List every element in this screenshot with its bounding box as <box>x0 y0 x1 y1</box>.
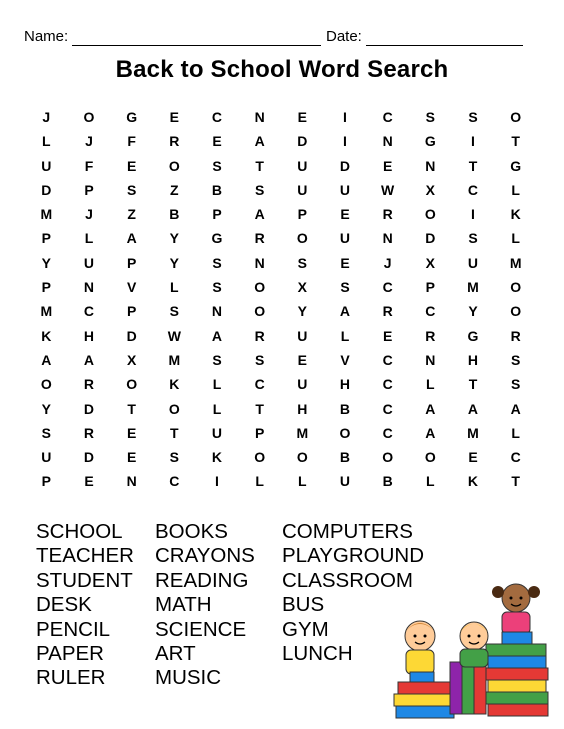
word-list-item: PLAYGROUND <box>282 544 425 568</box>
grid-letter: O <box>339 424 351 441</box>
grid-letter: K <box>510 206 521 223</box>
grid-letter: C <box>169 473 180 490</box>
grid-letter: P <box>84 181 94 198</box>
grid-letter: S <box>126 181 137 198</box>
grid-letter: O <box>168 400 180 417</box>
grid-letter: R <box>425 327 436 344</box>
grid-letter: C <box>382 351 393 368</box>
grid-letter: F <box>127 133 136 150</box>
grid-letter: S <box>212 254 222 271</box>
grid-letter: J <box>85 206 93 223</box>
grid-letter: S <box>212 351 222 368</box>
grid-letter: U <box>41 157 52 174</box>
grid-letter: P <box>41 279 51 296</box>
word-list-item: LUNCH <box>282 642 353 666</box>
grid-letter: B <box>339 449 351 466</box>
grid-letter: H <box>297 400 308 417</box>
grid-letter: E <box>340 254 350 271</box>
grid-row <box>25 202 537 226</box>
grid-letter: O <box>40 376 52 393</box>
grid-letter: U <box>83 254 95 271</box>
grid-letter: O <box>254 303 266 320</box>
grid-letter: T <box>468 376 478 393</box>
grid-letter: M <box>509 254 522 271</box>
grid-letter: R <box>169 133 180 150</box>
kids-on-books-clipart-icon <box>388 574 558 720</box>
grid-letter: N <box>83 279 95 296</box>
grid-letter: Y <box>41 254 51 271</box>
grid-letter: N <box>254 109 265 125</box>
word-list-item: DESK <box>36 593 92 617</box>
grid-letter: Y <box>297 303 307 320</box>
grid-letter: E <box>382 327 393 344</box>
name-field[interactable] <box>72 45 321 46</box>
grid-letter: N <box>425 351 436 368</box>
grid-letter: O <box>424 449 436 466</box>
grid-letter: Y <box>468 303 478 320</box>
grid-row <box>25 348 537 372</box>
grid-letter: E <box>382 157 393 174</box>
grid-letter: O <box>510 303 522 320</box>
grid-letter: G <box>126 109 138 125</box>
grid-letter: G <box>510 157 522 174</box>
grid-letter: R <box>382 303 393 320</box>
letter-grid <box>25 105 537 494</box>
grid-letter: D <box>425 230 436 247</box>
grid-row <box>25 372 537 396</box>
grid-letter: R <box>254 230 265 247</box>
grid-letter: T <box>170 424 179 441</box>
grid-letter: I <box>343 109 347 125</box>
word-list-item: MATH <box>155 593 212 617</box>
name-label: Name: <box>24 28 69 45</box>
grid-letter: P <box>212 206 222 223</box>
grid-row <box>25 445 537 469</box>
grid-letter: N <box>425 157 436 174</box>
grid-letter: I <box>471 206 475 223</box>
grid-letter: U <box>467 254 479 271</box>
grid-letter: A <box>425 400 436 417</box>
grid-letter: E <box>126 449 137 466</box>
grid-letter: S <box>254 181 265 198</box>
grid-letter: C <box>382 400 393 417</box>
grid-letter: M <box>168 351 181 368</box>
grid-letter: E <box>169 109 179 125</box>
grid-letter: S <box>169 303 179 320</box>
grid-letter: A <box>339 303 351 320</box>
grid-row <box>25 154 537 178</box>
grid-letter: H <box>339 376 351 393</box>
grid-letter: T <box>255 157 264 174</box>
grid-letter: P <box>41 230 51 247</box>
grid-letter: A <box>467 400 479 417</box>
grid-letter: O <box>382 449 394 466</box>
grid-letter: I <box>343 133 347 150</box>
grid-letter: O <box>510 109 522 125</box>
grid-row <box>25 178 537 202</box>
word-list-item: COMPUTERS <box>282 520 413 543</box>
grid-letter: C <box>382 424 393 441</box>
grid-letter: K <box>169 376 180 393</box>
grid-letter: D <box>297 133 308 150</box>
grid-letter: Y <box>41 400 51 417</box>
grid-letter: O <box>510 279 522 296</box>
word-list-item: CRAYONS <box>155 544 255 568</box>
grid-letter: G <box>467 327 479 344</box>
grid-letter: A <box>254 206 265 223</box>
grid-letter: P <box>41 473 51 490</box>
grid-letter: E <box>468 449 478 466</box>
word-list-item: STUDENT <box>36 568 133 592</box>
grid-letter: R <box>510 327 521 344</box>
grid-letter: P <box>297 206 307 223</box>
grid-letter: N <box>126 473 137 490</box>
word-list-item: TEACHER <box>36 544 134 568</box>
grid-row <box>25 105 537 129</box>
grid-letter: J <box>42 109 51 125</box>
grid-letter: S <box>510 376 521 393</box>
grid-letter: O <box>296 449 308 466</box>
word-list-item: SCHOOL <box>36 520 123 543</box>
grid-letter: U <box>297 376 308 393</box>
grid-letter: I <box>471 133 475 150</box>
grid-letter: U <box>297 181 308 198</box>
word-list-item: MUSIC <box>155 666 222 690</box>
grid-letter: L <box>84 230 94 247</box>
grid-letter: R <box>254 327 265 344</box>
grid-letter: C <box>382 109 393 125</box>
grid-letter: H <box>83 327 95 344</box>
grid-letter: L <box>426 473 435 490</box>
grid-letter: I <box>215 473 219 490</box>
grid-row <box>25 251 537 275</box>
grid-letter: M <box>467 279 479 296</box>
grid-letter: O <box>254 449 266 466</box>
grid-letter: R <box>83 424 95 441</box>
grid-letter: D <box>339 157 351 174</box>
grid-letter: N <box>382 230 393 247</box>
grid-letter: A <box>510 400 521 417</box>
grid-letter: F <box>84 157 94 174</box>
grid-letter: T <box>511 133 520 150</box>
grid-letter: S <box>468 230 478 247</box>
word-list-item: CLASSROOM <box>282 568 413 592</box>
grid-letter: K <box>467 473 479 490</box>
grid-letter: Y <box>169 254 179 271</box>
grid-row <box>25 226 537 250</box>
grid-letter: H <box>467 351 479 368</box>
grid-letter: L <box>42 133 51 150</box>
word-list-item: BUS <box>282 593 325 617</box>
grid-letter: N <box>382 133 393 150</box>
grid-letter: M <box>467 424 479 441</box>
grid-letter: O <box>83 109 95 125</box>
grid-letter: E <box>126 424 137 441</box>
grid-letter: U <box>297 157 308 174</box>
grid-letter: B <box>339 400 351 417</box>
grid-letter: X <box>126 351 137 368</box>
grid-letter: T <box>127 400 136 417</box>
grid-letter: B <box>211 181 223 198</box>
grid-letter: C <box>382 376 393 393</box>
grid-letter: P <box>126 254 137 271</box>
grid-letter: E <box>212 133 222 150</box>
word-list-column-1 <box>36 520 134 691</box>
grid-letter: A <box>83 351 95 368</box>
grid-letter: R <box>83 376 95 393</box>
grid-letter: L <box>212 400 222 417</box>
date-field[interactable] <box>366 45 523 46</box>
word-list-item: READING <box>155 568 249 592</box>
grid-letter: B <box>169 206 180 223</box>
grid-letter: E <box>297 351 307 368</box>
grid-letter: O <box>296 230 308 247</box>
grid-letter: S <box>41 424 51 441</box>
word-list-column-2 <box>155 520 255 691</box>
grid-letter: R <box>382 206 393 223</box>
grid-letter: L <box>426 376 435 393</box>
grid-letter: L <box>511 181 520 198</box>
header <box>24 28 544 48</box>
grid-letter: O <box>424 206 436 223</box>
grid-letter: A <box>425 424 436 441</box>
grid-row <box>25 421 537 445</box>
grid-letter: Y <box>169 230 179 247</box>
grid-letter: C <box>254 376 265 393</box>
grid-letter: S <box>340 279 350 296</box>
grid-letter: C <box>467 181 479 198</box>
grid-row <box>25 324 537 348</box>
grid-letter: T <box>468 157 478 174</box>
grid-letter: N <box>254 254 265 271</box>
grid-letter: W <box>167 327 181 344</box>
grid-letter: M <box>40 303 53 320</box>
grid-letter: Z <box>170 181 179 198</box>
grid-letter: J <box>383 254 392 271</box>
grid-letter: U <box>339 230 351 247</box>
grid-letter: L <box>340 327 350 344</box>
grid-letter: L <box>298 473 307 490</box>
date-label: Date: <box>326 28 362 45</box>
grid-letter: C <box>382 279 393 296</box>
grid-letter: W <box>381 181 395 198</box>
grid-letter: K <box>41 327 52 344</box>
grid-letter: G <box>211 230 223 247</box>
grid-letter: S <box>510 351 521 368</box>
word-list-item: ART <box>155 642 196 666</box>
grid-row <box>25 129 537 153</box>
grid-letter: S <box>468 109 478 125</box>
word-list-item: SCIENCE <box>155 617 247 641</box>
grid-letter: A <box>254 133 265 150</box>
grid-letter: Z <box>127 206 136 223</box>
grid-row <box>25 299 537 323</box>
grid-letter: X <box>297 279 307 296</box>
grid-letter: D <box>126 327 137 344</box>
grid-letter: O <box>126 376 138 393</box>
grid-letter: U <box>211 424 223 441</box>
grid-letter: U <box>339 473 351 490</box>
grid-letter: X <box>425 181 435 198</box>
grid-letter: M <box>296 424 309 441</box>
grid-row <box>25 397 537 421</box>
grid-letter: L <box>255 473 264 490</box>
grid-letter: E <box>84 473 94 490</box>
word-list-item: PENCIL <box>36 617 111 641</box>
grid-letter: U <box>339 181 351 198</box>
grid-letter: X <box>425 254 435 271</box>
grid-letter: S <box>169 449 179 466</box>
grid-letter: D <box>41 181 52 198</box>
grid-letter: E <box>340 206 350 223</box>
word-list-item: GYM <box>282 617 329 641</box>
grid-letter: V <box>340 351 350 368</box>
grid-letter: D <box>83 449 95 466</box>
grid-letter: N <box>211 303 223 320</box>
grid-letter: J <box>85 133 93 150</box>
grid-letter: L <box>511 230 520 247</box>
grid-letter: L <box>212 376 222 393</box>
grid-letter: C <box>211 109 223 125</box>
grid-row <box>25 275 537 299</box>
grid-letter: P <box>425 279 435 296</box>
grid-letter: T <box>255 400 264 417</box>
grid-letter: T <box>511 473 520 490</box>
grid-letter: G <box>424 133 436 150</box>
grid-letter: V <box>126 279 137 296</box>
grid-letter: D <box>83 400 95 417</box>
word-list-item: PAPER <box>36 642 104 666</box>
grid-letter: U <box>41 449 52 466</box>
grid-letter: L <box>170 279 179 296</box>
grid-letter: C <box>425 303 436 320</box>
grid-row <box>25 469 537 493</box>
grid-letter: A <box>41 351 52 368</box>
grid-letter: B <box>382 473 393 490</box>
grid-letter: S <box>425 109 435 125</box>
grid-letter: P <box>126 303 137 320</box>
page-title: Back to School Word Search <box>115 56 449 83</box>
grid-letter: O <box>168 157 180 174</box>
grid-letter: A <box>126 230 137 247</box>
grid-letter: S <box>212 157 222 174</box>
grid-letter: U <box>297 327 308 344</box>
grid-letter: M <box>40 206 53 223</box>
grid-letter: A <box>211 327 223 344</box>
grid-letter: S <box>297 254 307 271</box>
grid-letter: S <box>254 351 265 368</box>
grid-letter: C <box>510 449 521 466</box>
grid-letter: S <box>212 279 222 296</box>
word-list-item: RULER <box>36 666 106 690</box>
word-list-item: BOOKS <box>155 520 228 543</box>
grid-letter: O <box>254 279 266 296</box>
grid-letter: L <box>511 424 520 441</box>
grid-letter: E <box>126 157 137 174</box>
grid-letter: E <box>297 109 307 125</box>
grid-letter: K <box>211 449 223 466</box>
grid-letter: C <box>83 303 95 320</box>
grid-letter: P <box>254 424 265 441</box>
